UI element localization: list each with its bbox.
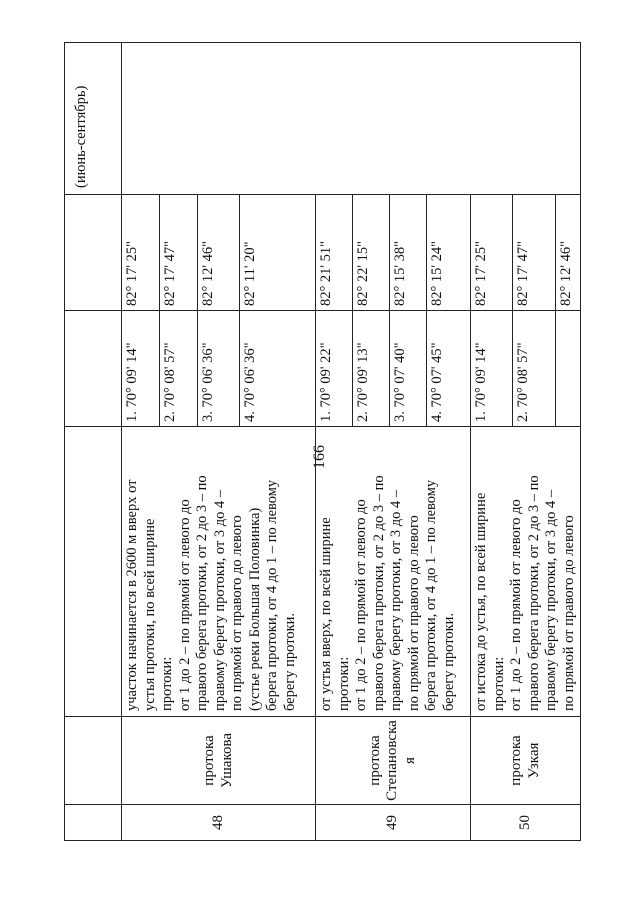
longitude-cell: 82° 17' 25" (471, 195, 513, 311)
channel-name: протока Степановска я (316, 717, 471, 805)
longitude-cell: 82° 17' 25" (122, 195, 160, 311)
longitude-cell: 82° 15' 24" (427, 195, 471, 311)
table-cell (65, 717, 122, 805)
table-cell (65, 427, 122, 717)
latitude-cell: 3. 70° 06' 36" (198, 311, 240, 427)
channel-name: протока Узкая (471, 717, 581, 805)
rotated-table-wrapper (64, 43, 576, 841)
table-row (65, 43, 122, 841)
latitude-cell: 1. 70° 09' 14" (122, 311, 160, 427)
page-number: 166 (311, 445, 328, 469)
latitude-cell: 4. 70° 07' 45" (427, 311, 471, 427)
latitude-cell: 4. 70° 06' 36" (240, 311, 316, 427)
table-cell (65, 805, 122, 841)
latitude-cell: 2. 70° 09' 13" (353, 311, 390, 427)
latitude-cell (555, 311, 580, 427)
longitude-cell: 82° 21' 51" (316, 195, 353, 311)
longitude-cell: 82° 12' 46" (555, 195, 580, 311)
longitude-cell: 82° 11' 20" (240, 195, 316, 311)
boundary-description: от устья вверх, по всей ширине протоки: от 1 до 2 – по прямой от левого до правого берега протоки, от 2 до 3 – по правому берегу протоки, от 3 до 4 – по прямой от правого до левого берега протоки, от 4 до 1 – по левому берегу протоки. (316, 427, 471, 717)
latitude-cell: 2. 70° 08' 57" (512, 311, 555, 427)
latitude-cell: 1. 70° 09' 22" (316, 311, 353, 427)
boundary-description: участок начинается в 2600 м вверх от устья протоки, по всей ширине протоки: от 1 до 2 – по прямой от левого до правого берега протоки, от 2 до 3 – по правому берегу протоки, от 3 до 4 – по прямой от правого до левого (устье реки Большая Половинка) берега протоки, от 4 до 1 – по левому берегу протоки. (122, 427, 316, 717)
longitude-cell: 82° 17' 47" (512, 195, 555, 311)
channel-name: протока Ушакова (122, 717, 316, 805)
longitude-cell: 82° 17' 47" (160, 195, 198, 311)
season-column (122, 43, 581, 195)
season-cell (65, 43, 122, 195)
season-text: (июнь-сентябрь) (73, 85, 89, 188)
table-cell (65, 195, 122, 311)
latitude-cell: 1. 70° 09' 14" (471, 311, 513, 427)
table-cell (65, 311, 122, 427)
row-number: 49 (316, 805, 471, 841)
longitude-cell: 82° 15' 38" (390, 195, 427, 311)
habitat-table (64, 42, 581, 841)
row-number: 50 (471, 805, 581, 841)
latitude-cell: 2. 70° 08' 57" (160, 311, 198, 427)
latitude-cell: 3. 70° 07' 40" (390, 311, 427, 427)
row-number: 48 (122, 805, 316, 841)
table-row (122, 43, 160, 841)
boundary-description: от истока до устья, по всей ширине протоки: от 1 до 2 – по прямой от левого до правого берега протоки, от 2 до 3 – по правому берегу протоки, от 3 до 4 – по прямой от правого до левого (471, 427, 581, 717)
longitude-cell: 82° 22' 15" (353, 195, 390, 311)
longitude-cell: 82° 12' 46" (198, 195, 240, 311)
